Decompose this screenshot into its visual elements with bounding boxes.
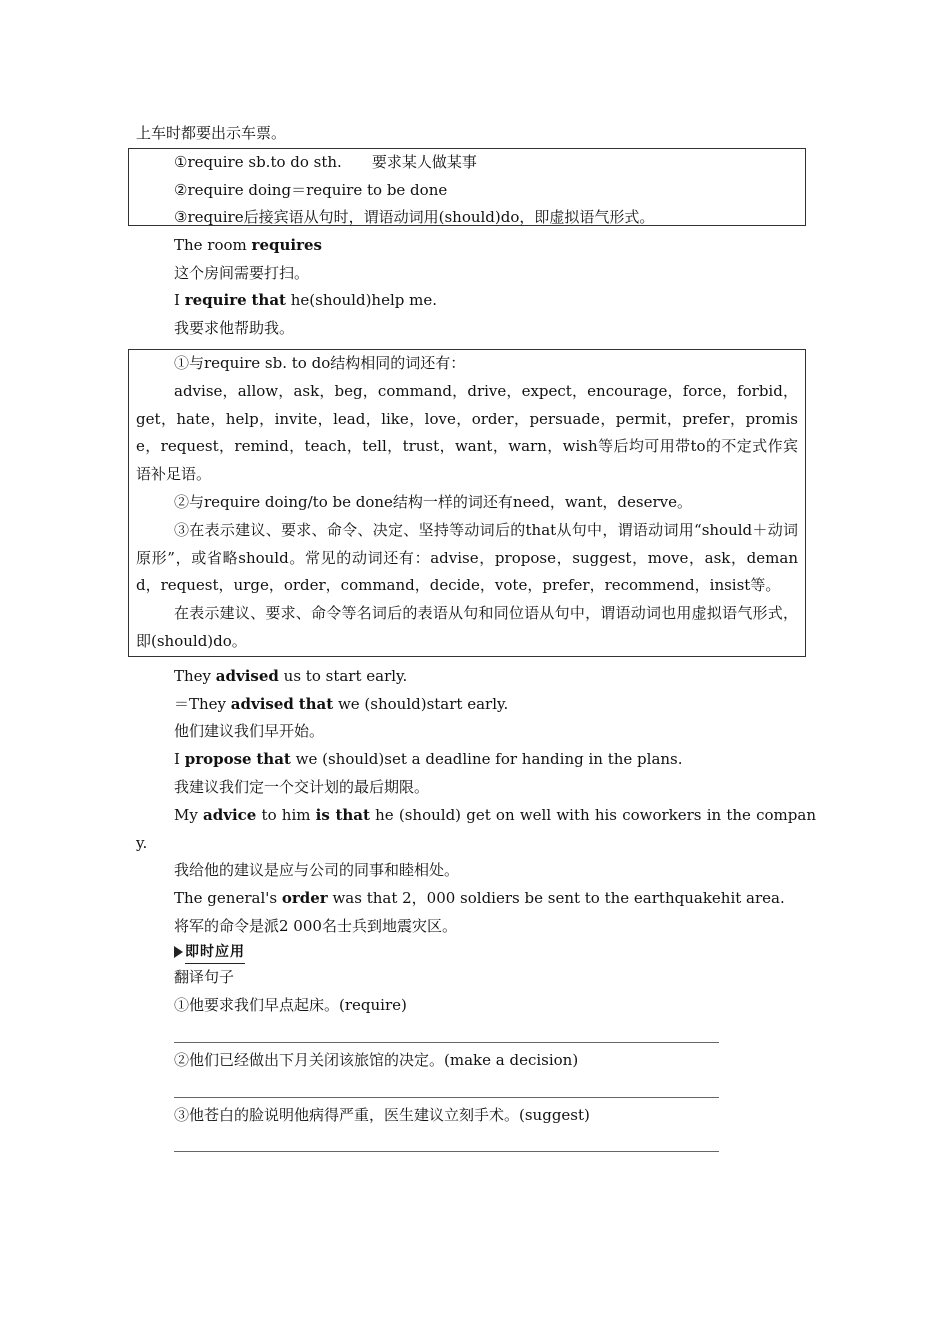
triangle-icon bbox=[174, 946, 183, 958]
intro-line: 上车时都要出示车票。 bbox=[136, 124, 287, 142]
usage-item: ②require doing＝require to be done bbox=[174, 180, 448, 199]
document-page bbox=[136, 120, 816, 1156]
box-paragraph: ②与require doing/to be done结构一样的词还有need，want，deserve。 bbox=[174, 492, 692, 511]
answer-line[interactable] bbox=[174, 1042, 719, 1043]
box-paragraph: ①与require sb. to do结构相同的词还有： bbox=[174, 353, 466, 372]
practice-question: ①他要求我们早点起床。(require) bbox=[174, 996, 407, 1015]
usage-box-require bbox=[128, 148, 806, 226]
practice-question: ②他们已经做出下月关闭该旅馆的决定。(make a decision) bbox=[174, 1050, 579, 1069]
answer-line[interactable] bbox=[174, 1151, 719, 1152]
example-sentence: The general's order was that 2，000 soldiers be sent to the earthquakehit area. bbox=[174, 889, 785, 908]
example-sentence: I propose that we (should)set a deadline for handing in the plans. bbox=[174, 750, 683, 769]
example-translation: 我要求他帮助我。 bbox=[174, 319, 295, 338]
practice-tag: 即时应用 bbox=[136, 941, 816, 965]
example-translation: 这个房间需要打扫。 bbox=[174, 263, 310, 282]
answer-line[interactable] bbox=[174, 1097, 719, 1098]
example-sentence: I require that he(should)help me. bbox=[174, 291, 438, 310]
box-paragraph: ③在表示建议、要求、命令、决定、坚持等动词后的that从句中，谓语动词用“should＋动词原形”，或省略should。常见的动词还有：advise，propose，suggest，move，ask，demand，request，urge，order，command，decide，vote，prefer，recommend，insist等。 bbox=[136, 520, 798, 595]
usage-item: ③require后接宾语从句时，谓语动词用(should)do，即虚拟语气形式。 bbox=[174, 208, 655, 227]
example-sentence: They advised us to start early. bbox=[174, 666, 408, 685]
practice-question: ③他苍白的脸说明他病得严重，医生建议立刻手术。(suggest) bbox=[174, 1105, 590, 1124]
example-sentence: The room requires bbox=[174, 235, 322, 254]
example-translation: 他们建议我们早开始。 bbox=[174, 722, 325, 741]
example-sentence: My advice to him is that he (should) get on well with his coworkers in the company. bbox=[136, 805, 816, 852]
example-translation: 我给他的建议是应与公司的同事和睦相处。 bbox=[174, 861, 460, 880]
box-paragraph: 在表示建议、要求、命令等名词后的表语从句和同位语从句中，谓语动词也用虚拟语气形式，即(should)do。 bbox=[136, 604, 798, 650]
example-translation: 我建议我们定一个交计划的最后期限。 bbox=[174, 777, 430, 796]
usage-box-similar-words bbox=[128, 349, 806, 657]
example-sentence: ＝They advised that we (should)start early. bbox=[174, 694, 509, 713]
box-paragraph: advise，allow，ask，beg，command，drive，expect，encourage，force，forbid，get，hate，help，invite，lead，like，love，order，persuade，permit，prefer，promise，request，remind，teach，tell，trust，want，warn，wish等后均可用带to的不定式作宾语补足语。 bbox=[136, 381, 798, 484]
example-translation: 将军的命令是派2 000名士兵到地震灾区。 bbox=[174, 916, 457, 935]
usage-item: ①require sb.to do sth. 要求某人做某事 bbox=[174, 152, 477, 171]
practice-title: 翻译句子 bbox=[174, 968, 235, 987]
